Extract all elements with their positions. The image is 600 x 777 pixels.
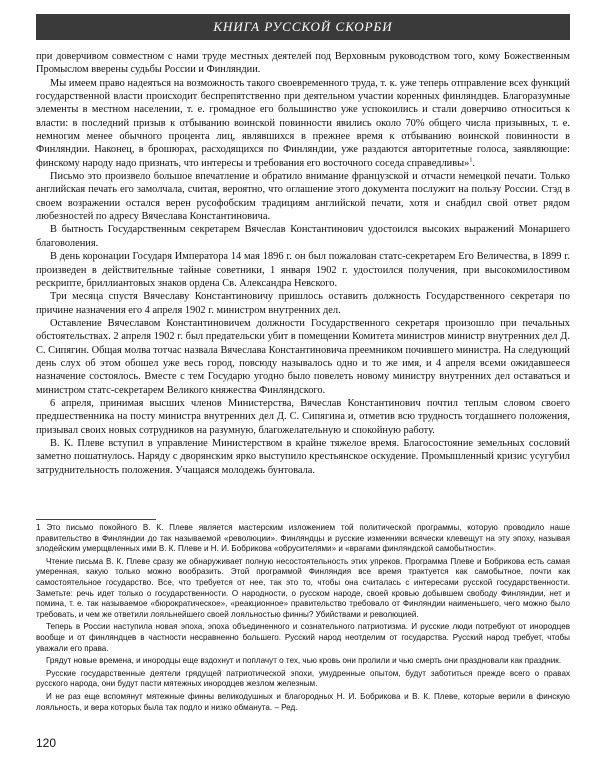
running-header-title: КНИГА РУССКОЙ СКОРБИ (213, 19, 393, 34)
footnotes (36, 523, 570, 715)
main-text (36, 50, 570, 477)
paragraph: В. К. Плеве вступил в управление Министерством в крайне тяжелое время. Благосостояние земельных сословий заметно пошатнулось. Наряду с дворянским яркo выступило крестьянское оскудение. Промышленный кризис усугубил затруднительность положения. Учащаяся молодежь бунтовала. (36, 437, 570, 476)
footnote: Русские государственные деятели грядущей патриотической эпохи, умудренные опытом, будут заботиться прежде всего о правах русского народа, они будут пасти мятежных инородцев жезлом железным. (36, 668, 570, 689)
footnote: Теперь в России наступила новая эпоха, эпоха объединенного и сознательного патриотизма. И русские люди потребуют от инородцев вообще и от финляндцев в частности несравненно большего. Русский народ неотделим от государства. Русский народ требует, чтобы уважали его права. (36, 622, 570, 653)
running-header (36, 14, 570, 40)
paragraph: Три месяца спустя Вячеславу Константиновичу пришлось оставить должность Государственного секретаря по причине назначения его 4 апреля 1902 г. министром внутренних дел. (36, 291, 570, 316)
footnote: Чтение письма В. К. Плеве сразу же обнаруживает полную несостоятельность этих упреков. Программа Плеве и Бобрикова есть самая умеренная, какую только можно вообразить. Этой программой Финляндия все время трактуется как самобытное, почти как самостоятельное государство. Все, что требуется от нее, так это то, чтобы она считалась с интересами русской государственности. Заметьте: речь идет только о государственности. О народности, о русском народе, своей кровью добывшем свободу Финляндии, нет и помина, т. е. так называемое «бюрократическое», «реакционное» правительство требовало от Финляндии наименьшего, чего можно было требовать, и чем же ответили лояльнейшего своей лояльностью финны? Убийствами и революцией. (36, 556, 570, 619)
footnote: 1 Это письмо покойного В. К. Плеве является мастерским изложением той политической программы, которую проводило наше правительство в Финляндии до так называемой «революции». Финляндцы и русские изменники всячески клевещут на эту эпоху, называя злодейским умерщвленных ими В. К. Плеве и Н. И. Бобрикова «обрусителями» и «врагами финляндской самобытности». (36, 523, 570, 554)
footnote-divider (36, 519, 156, 520)
paragraph: при доверчивом совместном с нами труде местных деятелей под Верховным руководством того, кому Божественным Промыслом вверены судьбы России и Финляндии. (36, 51, 570, 76)
paragraph: Письмо это произвело большое впечатление и обратило внимание французской и отчасти немецкой печати. Только английская печать его замолчала, считая, вероятно, что оглашение этого документа послужит на пользу России. Стэд в своем возражении остался верен русофобским традициям английской печати, хотя и снабдил свой ответ рядом любезностей по адресу Вячеслава Константиновича. (36, 171, 570, 223)
paragraph: 6 апреля, принимая высших членов Министерства, Вячеслав Константинович почтил теплым словом своего предшественника на посту министра внутренних дел Д. С. Сипягина и, отметив всю трудность тогдашнего положения, призывал своих новых сотрудников на разумную, благожелательную и спокойную работу. (36, 397, 570, 436)
paragraph: В бытность Государственным секретарем Вячеслав Константинович удостоился высоких выражений Монаршего благоволения. (36, 224, 570, 249)
paragraph: Мы имеем право надеяться на возможность такого своевременного труда, т. к. уже теперь отправление всех функций государственной власти происходит беспрепятственно при деятельном участии коренных финляндцев. Благоразумные элементы в местном населении, т. е. громадное его большинство уже успокоились и стали доверчиво относиться к власти: в последний призыв к отбыванию воинской повинности явились около 70% общего числа призывных, т. е. немногим менее обычного процента лиц, являвшихся в прежнее время к отбыванию воинской повинности в Финляндии. Наконец, в брошюрах, расходящихся по Финляндии, уже раздаются авторитетные голоса, заявляющие: финскому народу надо признать, что интересы и требования его восточного соседа справедливы»$^1$. (36, 77, 570, 169)
paragraph: Оставление Вячеславом Константиновичем должности Государственного секретаря произошло при печальных обстоятельствах. 2 апреля 1902 г. был предательски убит в помещении Комитета министров министр внутренних дел Д. С. Сипягин. Общая молва тотчас назвала Вячеслава Константиновича преемником почившего министра. На следующий день слух об этом обошел уже весь город, повсюду называлось одно и то же имя, и 4 апреля всеми ожидавшееся назначение состоялось. Вместе с тем Государю угодно было повелеть новому министру внутренних дел оставаться и министром статс-секретарем Великого княжества Финляндского. (36, 317, 570, 396)
footnote: Грядут новые времена, и инородцы еще вздохнут и поплачут о тех, чью кровь они пролили и чью смерть они праздновали как праздник. (46, 656, 562, 666)
footnote: И не раз еще вспомянут мятежные финны великодушных и благородных Н. И. Бобрикова и В. К. Плеве, которые верили в финскую лояльность, и вера которых была так подло и низко обманута. – Ред. (36, 691, 570, 712)
paragraph: В день коронации Государя Императора 14 мая 1896 г. он был пожалован статс-секретарем Его Величества, в 1899 г. произведен в действительные тайные советники, 1 января 1902 г. удостоился получения, при высокомилостивом рескрипте, бриллиантовых знаков ордена Св. Александра Невского. (36, 251, 570, 289)
footnote-marker[interactable]: 1 (469, 157, 473, 164)
page-number: 120 (36, 736, 57, 750)
